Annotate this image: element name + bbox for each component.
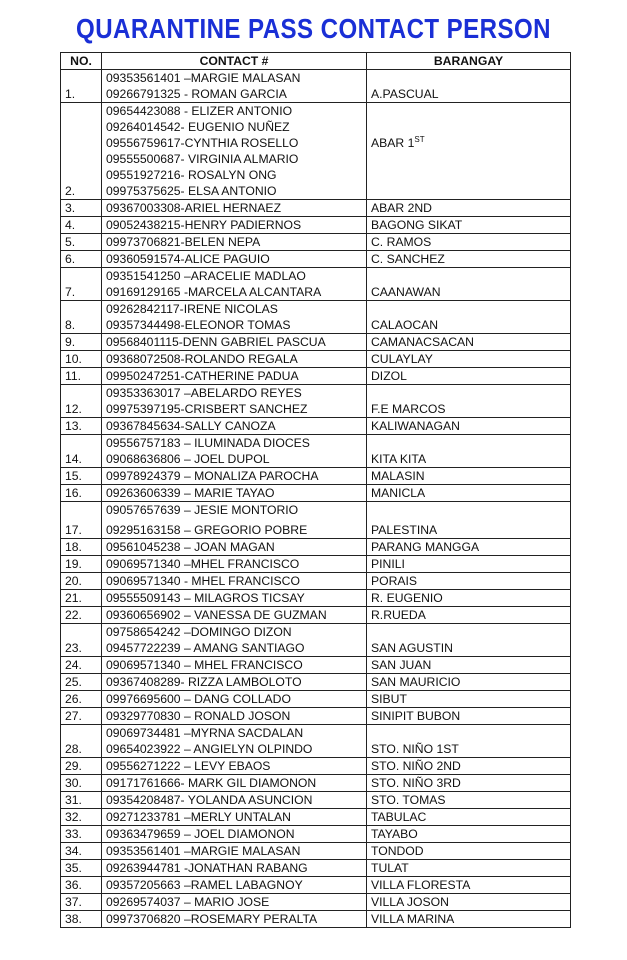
barangay-name: ABAR 2ND [371, 201, 432, 215]
row-number: 7. [61, 268, 102, 301]
table-row [61, 674, 571, 691]
contact-cell [102, 556, 367, 573]
contact-entry: 09171761666- MARK GIL DIAMONON [106, 776, 317, 790]
contact-table [60, 52, 571, 928]
contact-entry: 09758654242 –DOMINGO DIZON [106, 625, 292, 639]
contact-entry: 09367003308-ARIEL HERNAEZ [106, 201, 282, 215]
barangay-name: PARANG MANGGA [371, 540, 480, 554]
page-title: QUARANTINE PASS CONTACT PERSON [76, 13, 551, 44]
contact-cell [102, 843, 367, 860]
contact-entry: 09367845634-SALLY CANOZA [106, 419, 276, 433]
contact-entry: 09363479659 – JOEL DIAMONON [106, 827, 295, 841]
table-row [61, 894, 571, 911]
contact-entry: 09360656902 – VANESSA DE GUZMAN [106, 608, 327, 622]
contact-cell [102, 624, 367, 657]
contact-entry: 09556759617-CYNTHIA ROSELLO [106, 136, 299, 150]
table-row [61, 691, 571, 708]
row-number: 9. [61, 334, 102, 351]
contact-entry: 09266791325 - ROMAN GARCIA [106, 87, 287, 101]
contact-entry: 09354208487- YOLANDA ASUNCION [106, 793, 313, 807]
contact-cell [102, 860, 367, 877]
contact-entry: 09057657639 – JESIE MONTORIO [106, 503, 299, 517]
contact-entry: 09556757183 – ILUMINADA DIOCES [106, 436, 310, 450]
contact-entry: 09069571340 - MHEL FRANCISCO [106, 574, 300, 588]
contact-cell [102, 217, 367, 234]
barangay-cell [367, 607, 571, 624]
barangay-name: STO. NIÑO 1ST [371, 742, 459, 756]
contact-entry: 09263606339 – MARIE TAYAO [106, 486, 275, 500]
contact-entry: 09351541250 –ARACELIE MADLAO [106, 269, 306, 283]
barangay-name: CAANAWAN [371, 285, 441, 299]
row-number: 26. [61, 691, 102, 708]
contact-entry: 09069571340 –MHEL FRANCISCO [106, 557, 300, 571]
contact-entry: 09357205663 –RAMEL LABAGNOY [106, 878, 303, 892]
table-row [61, 775, 571, 792]
table-row [61, 758, 571, 775]
table-body [61, 70, 571, 928]
table-row [61, 843, 571, 860]
barangay-name: BAGONG SIKAT [371, 218, 463, 232]
barangay-name: TONDOD [371, 844, 424, 858]
barangay-name: C. SANCHEZ [371, 252, 445, 266]
barangay-cell [367, 200, 571, 217]
contact-entry: 09295163158 – GREGORIO POBRE [106, 523, 308, 537]
contact-cell [102, 691, 367, 708]
barangay-name: R.RUEDA [371, 608, 426, 622]
row-number: 8. [61, 301, 102, 334]
row-number: 5. [61, 234, 102, 251]
contact-cell [102, 200, 367, 217]
barangay-name: F.E MARCOS [371, 402, 446, 416]
barangay-cell [367, 624, 571, 657]
contact-entry: 09360591574-ALICE PAGUIO [106, 252, 270, 266]
barangay-name: DIZOL [371, 369, 407, 383]
barangay-cell [367, 556, 571, 573]
barangay-cell [367, 418, 571, 435]
barangay-cell [367, 539, 571, 556]
contact-entry: 09975397195-CRISBERT SANCHEZ [106, 402, 308, 416]
table-row [61, 301, 571, 334]
barangay-name: A.PASCUAL [371, 87, 439, 101]
barangay-name: PORAIS [371, 574, 418, 588]
contact-entry: 09271233781 –MERLY UNTALAN [106, 810, 291, 824]
table-header-row [61, 53, 571, 70]
barangay-cell [367, 708, 571, 725]
row-number: 28. [61, 725, 102, 758]
row-number: 36. [61, 877, 102, 894]
contact-entry: 09068636806 – JOEL DUPOL [106, 452, 270, 466]
contact-entry: 09069734481 –MYRNA SACDALAN [106, 726, 304, 740]
contact-entry: 09457722239 – AMANG SANTIAGO [106, 641, 305, 655]
barangay-name: VILLA MARINA [371, 912, 455, 926]
table-row [61, 911, 571, 928]
contact-entry: 09654023922 – ANGIELYN OLPINDO [106, 742, 313, 756]
barangay-name: C. RAMOS [371, 235, 432, 249]
contact-entry: 09052438215-HENRY PADIERNOS [106, 218, 302, 232]
barangay-name: CULAYLAY [371, 352, 433, 366]
barangay-cell [367, 234, 571, 251]
contact-cell [102, 70, 367, 103]
contact-cell [102, 725, 367, 758]
contact-cell [102, 351, 367, 368]
row-number: 37. [61, 894, 102, 911]
table-row [61, 556, 571, 573]
table-row [61, 334, 571, 351]
table-row [61, 607, 571, 624]
row-number: 24. [61, 657, 102, 674]
row-number: 1. [61, 70, 102, 103]
row-number: 21. [61, 590, 102, 607]
table-row [61, 385, 571, 418]
barangay-name: SIBUT [371, 692, 407, 706]
barangay-name: PALESTINA [371, 523, 438, 537]
row-number: 6. [61, 251, 102, 268]
contact-entry: 09262842117-IRENE NICOLAS [106, 302, 278, 316]
table-row [61, 539, 571, 556]
contact-cell [102, 792, 367, 809]
contact-cell [102, 468, 367, 485]
contact-entry: 09367408289- RIZZA LAMBOLOTO [106, 675, 302, 689]
contact-entry: 09368072508-ROLANDO REGALA [106, 352, 298, 366]
row-number: 17. [61, 502, 102, 539]
contact-entry: 09568401115-DENN GABRIEL PASCUA [106, 335, 326, 349]
barangay-cell [367, 301, 571, 334]
barangay-cell [367, 485, 571, 502]
barangay-name: STO. NIÑO 3RD [371, 776, 461, 790]
barangay-name: MALASIN [371, 469, 425, 483]
barangay-superscript: ST [414, 135, 425, 144]
barangay-cell [367, 351, 571, 368]
contact-entry: 09556271222 – LEVY EBAOS [106, 759, 271, 773]
row-number: 16. [61, 485, 102, 502]
contact-entry: 09555509143 – MILAGROS TICSAY [106, 591, 305, 605]
barangay-name: SAN JUAN [371, 658, 432, 672]
barangay-name: TABULAC [371, 810, 427, 824]
barangay-cell [367, 911, 571, 928]
contact-cell [102, 539, 367, 556]
contact-entry: 09357344498-ELEONOR TOMAS [106, 318, 291, 332]
barangay-cell [367, 826, 571, 843]
contact-entry: 09269574037 – MARIO JOSE [106, 895, 270, 909]
contact-cell [102, 758, 367, 775]
barangay-cell [367, 368, 571, 385]
table-row [61, 368, 571, 385]
barangay-name: CAMANACSACAN [371, 335, 474, 349]
table-row [61, 573, 571, 590]
row-number: 38. [61, 911, 102, 928]
table-row [61, 502, 571, 539]
row-number: 25. [61, 674, 102, 691]
contact-cell [102, 368, 367, 385]
barangay-cell [367, 385, 571, 418]
table-row [61, 877, 571, 894]
table-row [61, 792, 571, 809]
table-row [61, 468, 571, 485]
barangay-cell [367, 894, 571, 911]
barangay-cell [367, 573, 571, 590]
table-row [61, 590, 571, 607]
contact-entry: 09263944781 -JONATHAN RABANG [106, 861, 308, 875]
barangay-cell [367, 217, 571, 234]
contact-cell [102, 809, 367, 826]
contact-entry: 09976695600 – DANG COLLADO [106, 692, 291, 706]
row-number: 3. [61, 200, 102, 217]
contact-entry: 09975375625- ELSA ANTONIO [106, 184, 277, 198]
row-number: 15. [61, 468, 102, 485]
contact-cell [102, 607, 367, 624]
barangay-name: SAN MAURICIO [371, 675, 461, 689]
row-number: 14. [61, 435, 102, 468]
table-row [61, 624, 571, 657]
contact-entry: 09555500687- VIRGINIA ALMARIO [106, 152, 299, 166]
contact-entry: 09551927216- ROSALYN ONG [106, 168, 277, 182]
row-number: 33. [61, 826, 102, 843]
row-number: 19. [61, 556, 102, 573]
table-row [61, 103, 571, 200]
barangay-name: KITA KITA [371, 452, 427, 466]
row-number: 34. [61, 843, 102, 860]
contact-entry: 09169129165 -MARCELA ALCANTARA [106, 285, 322, 299]
contact-cell [102, 502, 367, 539]
contact-cell [102, 334, 367, 351]
table-row [61, 217, 571, 234]
row-number: 13. [61, 418, 102, 435]
contact-cell [102, 894, 367, 911]
contact-cell [102, 103, 367, 200]
table-row [61, 234, 571, 251]
contact-entry: 09264014542- EUGENIO NUÑEZ [106, 120, 290, 134]
contact-entry: 09329770830 – RONALD JOSON [106, 709, 291, 723]
column-header-barangay: BARANGAY [367, 53, 571, 70]
barangay-cell [367, 809, 571, 826]
barangay-cell [367, 334, 571, 351]
barangay-cell [367, 792, 571, 809]
barangay-name: MANICLA [371, 486, 426, 500]
barangay-cell [367, 468, 571, 485]
row-number: 32. [61, 809, 102, 826]
barangay-cell [367, 268, 571, 301]
row-number: 11. [61, 368, 102, 385]
contact-cell [102, 485, 367, 502]
contact-cell [102, 573, 367, 590]
barangay-cell [367, 70, 571, 103]
table-row [61, 809, 571, 826]
contact-cell [102, 234, 367, 251]
barangay-name: KALIWANAGAN [371, 419, 460, 433]
barangay-cell [367, 590, 571, 607]
table-row [61, 860, 571, 877]
table-row [61, 435, 571, 468]
barangay-name: VILLA FLORESTA [371, 878, 471, 892]
contact-cell [102, 590, 367, 607]
contact-cell [102, 877, 367, 894]
row-number: 10. [61, 351, 102, 368]
contact-cell [102, 418, 367, 435]
table-row [61, 251, 571, 268]
barangay-name: VILLA JOSON [371, 895, 449, 909]
contact-cell [102, 911, 367, 928]
row-number: 30. [61, 775, 102, 792]
contact-cell [102, 268, 367, 301]
table-row [61, 70, 571, 103]
row-number: 18. [61, 539, 102, 556]
table-row [61, 268, 571, 301]
barangay-name: ABAR 1 [371, 136, 415, 150]
contact-cell [102, 657, 367, 674]
table-row [61, 418, 571, 435]
contact-cell [102, 435, 367, 468]
contact-cell [102, 826, 367, 843]
barangay-name: R. EUGENIO [371, 591, 443, 605]
row-number: 27. [61, 708, 102, 725]
row-number: 22. [61, 607, 102, 624]
contact-entry: 09353363017 –ABELARDO REYES [106, 386, 302, 400]
contact-entry: 09973706820 –ROSEMARY PERALTA [106, 912, 318, 926]
barangay-cell [367, 860, 571, 877]
row-number: 23. [61, 624, 102, 657]
row-number: 29. [61, 758, 102, 775]
barangay-cell [367, 435, 571, 468]
barangay-cell [367, 657, 571, 674]
table-row [61, 485, 571, 502]
table-row [61, 351, 571, 368]
barangay-name: STO. NIÑO 2ND [371, 759, 461, 773]
contact-entry: 09973706821-BELEN NEPA [106, 235, 261, 249]
contact-entry: 09950247251-CATHERINE PADUA [106, 369, 299, 383]
barangay-cell [367, 251, 571, 268]
barangay-cell [367, 775, 571, 792]
row-number: 2. [61, 103, 102, 200]
row-number: 12. [61, 385, 102, 418]
contact-entry: 09353561401 –MARGIE MALASAN [106, 71, 301, 85]
barangay-cell [367, 758, 571, 775]
contact-cell [102, 251, 367, 268]
row-number: 35. [61, 860, 102, 877]
table-row [61, 657, 571, 674]
contact-cell [102, 708, 367, 725]
barangay-cell [367, 843, 571, 860]
table-row [61, 708, 571, 725]
contact-cell [102, 775, 367, 792]
barangay-name: STO. TOMAS [371, 793, 446, 807]
column-header-contact: CONTACT # [102, 53, 367, 70]
contact-entry: 09978924379 – MONALIZA PAROCHA [106, 469, 319, 483]
contact-cell [102, 301, 367, 334]
barangay-cell [367, 691, 571, 708]
barangay-name: SAN AGUSTIN [371, 641, 453, 655]
barangay-cell [367, 877, 571, 894]
barangay-cell [367, 674, 571, 691]
table-row [61, 725, 571, 758]
contact-entry: 09353561401 –MARGIE MALASAN [106, 844, 301, 858]
barangay-cell [367, 725, 571, 758]
contact-entry: 09561045238 – JOAN MAGAN [106, 540, 275, 554]
row-number: 20. [61, 573, 102, 590]
table-row [61, 200, 571, 217]
contact-cell [102, 385, 367, 418]
barangay-cell [367, 103, 571, 200]
barangay-name: TAYABO [371, 827, 418, 841]
barangay-name: CALAOCAN [371, 318, 439, 332]
column-header-no: NO. [61, 53, 102, 70]
table-row [61, 826, 571, 843]
contact-cell [102, 674, 367, 691]
contact-entry: 09654423088 - ELIZER ANTONIO [106, 104, 293, 118]
row-number: 31. [61, 792, 102, 809]
barangay-name: TULAT [371, 861, 409, 875]
row-number: 4. [61, 217, 102, 234]
barangay-name: SINIPIT BUBON [371, 709, 461, 723]
contact-entry: 09069571340 – MHEL FRANCISCO [106, 658, 303, 672]
barangay-name: PINILI [371, 557, 405, 571]
barangay-cell [367, 502, 571, 539]
